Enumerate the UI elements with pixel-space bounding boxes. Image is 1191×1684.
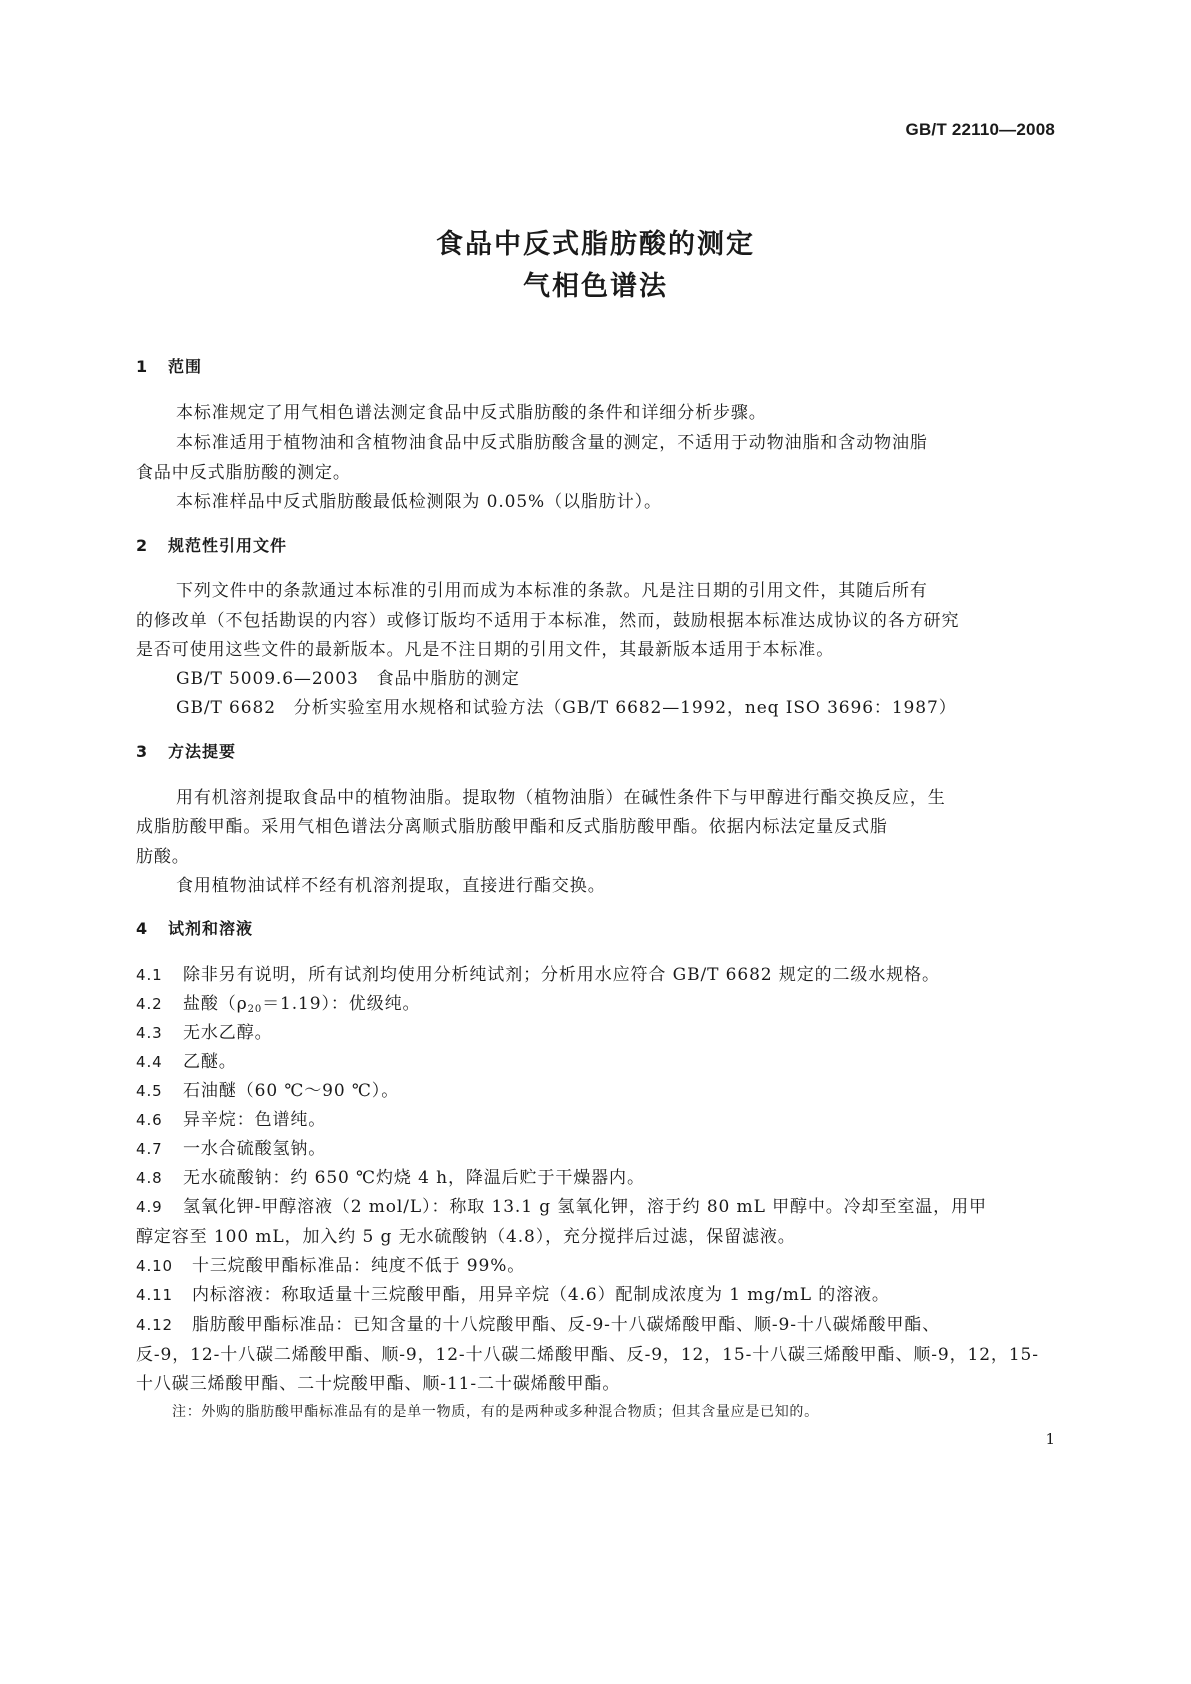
- item-number: 4.10: [136, 1257, 173, 1275]
- item-text: 一水合硫酸氢钠。: [183, 1139, 327, 1159]
- list-item: [136, 1018, 1056, 1043]
- paragraph: 本标准规定了用气相色谱法测定食品中反式脂肪酸的条件和详细分析步骤。: [176, 403, 767, 423]
- list-item-continuation: 反-9，12-十八碳二烯酸甲酯、顺-9，12-十八碳二烯酸甲酯、反-9，12，15-十八碳三烯酸甲酯、顺-9，12，15-: [136, 1345, 1039, 1365]
- section-3-heading: [136, 739, 236, 762]
- paragraph: 用有机溶剂提取食品中的植物油脂。提取物（植物油脂）在碱性条件下与甲醇进行酯交换反应，生: [176, 788, 946, 808]
- paragraph: 的修改单（不包括勘误的内容）或修订版均不适用于本标准，然而，鼓励根据本标准达成协议的各方研究: [136, 611, 960, 631]
- paragraph: 本标准样品中反式脂肪酸最低检测限为 0.05%（以脂肪计）。: [176, 492, 662, 512]
- section-title: 方法提要: [168, 742, 237, 761]
- title-line-1: 食品中反式脂肪酸的测定: [436, 229, 755, 260]
- section-number: 3: [136, 742, 149, 761]
- paragraph: 成脂肪酸甲酯。采用气相色谱法分离顺式脂肪酸甲酯和反式脂肪酸甲酯。依据内标法定量反式脂: [136, 817, 888, 837]
- item-text: 氢氧化钾-甲醇溶液（2 mol/L）：称取 13.1 g 氢氧化钾，溶于约 80 mL 甲醇中。冷却至室温，用甲: [183, 1197, 987, 1217]
- item-number: 4.6: [136, 1111, 163, 1129]
- list-item-continuation: 醇定容至 100 mL，加入约 5 g 无水硫酸钠（4.8），充分搅拌后过滤，保留滤液。: [136, 1227, 796, 1247]
- item-text: 乙醚。: [183, 1052, 237, 1072]
- title-line-2: 气相色谱法: [523, 271, 668, 302]
- document-title: [0, 224, 1191, 308]
- item-text: 无水乙醇。: [183, 1023, 273, 1043]
- section-title: 试剂和溶液: [168, 919, 254, 938]
- item-number: 4.12: [136, 1316, 173, 1334]
- section-title: 规范性引用文件: [168, 536, 288, 555]
- item-number: 4.1: [136, 966, 163, 984]
- section-2-heading: [136, 533, 287, 556]
- paragraph: 食品中反式脂肪酸的测定。: [136, 463, 351, 483]
- list-item: [136, 1280, 1056, 1305]
- section-number: 1: [136, 357, 149, 376]
- item-number: 4.3: [136, 1024, 163, 1042]
- item-number: 4.9: [136, 1198, 163, 1216]
- item-text: 除非另有说明，所有试剂均使用分析纯试剂；分析用水应符合 GB/T 6682 规定的二级水规格。: [183, 965, 940, 985]
- list-item: [136, 1163, 1056, 1188]
- paragraph: 是否可使用这些文件的最新版本。凡是不注日期的引用文件，其最新版本适用于本标准。: [136, 640, 835, 660]
- section-title: 范围: [168, 357, 203, 376]
- item-text: 异辛烷：色谱纯。: [183, 1110, 327, 1130]
- list-item-continuation: 十八碳三烯酸甲酯、二十烷酸甲酯、顺-11-二十碳烯酸甲酯。: [136, 1374, 621, 1394]
- item-text: 无水硫酸钠：约 650 ℃灼烧 4 h，降温后贮于干燥器内。: [183, 1168, 645, 1188]
- paragraph: 下列文件中的条款通过本标准的引用而成为本标准的条款。凡是注日期的引用文件，其随后所有: [176, 581, 928, 601]
- item-number: 4.4: [136, 1053, 163, 1071]
- item-number: 4.7: [136, 1140, 163, 1158]
- note: 注：外购的脂肪酸甲酯标准品有的是单一物质，有的是两种或多种混合物质；但其含量应是已知的。: [172, 1404, 819, 1420]
- list-item: [136, 1251, 1056, 1276]
- list-item: [136, 1047, 1056, 1072]
- item-text: 脂肪酸甲酯标准品：已知含量的十八烷酸甲酯、反-9-十八碳烯酸甲酯、顺-9-十八碳烯酸甲酯、: [192, 1315, 941, 1335]
- list-item: [136, 1076, 1056, 1101]
- section-number: 4: [136, 919, 149, 938]
- page-number: 1: [1045, 1430, 1055, 1448]
- item-text: ＝1.19）：优级纯。: [262, 994, 421, 1014]
- list-item: [136, 1310, 1056, 1335]
- reference: GB/T 6682 分析实验室用水规格和试验方法（GB/T 6682—1992，neq ISO 3696：1987）: [176, 698, 957, 718]
- item-text: 十三烷酸甲酯标准品：纯度不低于 99%。: [192, 1256, 526, 1276]
- item-text: 石油醚（60 ℃～90 ℃）。: [183, 1081, 400, 1101]
- section-number: 2: [136, 536, 149, 555]
- reference: GB/T 5009.6—2003 食品中脂肪的测定: [176, 669, 520, 689]
- section-1-heading: [136, 354, 202, 377]
- list-item: [136, 1105, 1056, 1130]
- list-item: [136, 1192, 1056, 1217]
- list-item: [136, 960, 1056, 985]
- item-subscript: 20: [247, 1004, 263, 1015]
- item-number: 4.5: [136, 1082, 163, 1100]
- paragraph: 食用植物油试样不经有机溶剂提取，直接进行酯交换。: [176, 876, 606, 896]
- standard-code: GB/T 22110—2008: [905, 120, 1055, 139]
- paragraph: 肪酸。: [136, 847, 190, 867]
- item-text: 内标溶液：称取适量十三烷酸甲酯，用异辛烷（4.6）配制成浓度为 1 mg/mL 的溶液。: [192, 1285, 890, 1305]
- item-number: 4.8: [136, 1169, 163, 1187]
- item-number: 4.11: [136, 1286, 173, 1304]
- item-text: 盐酸（ρ: [183, 994, 248, 1014]
- paragraph: 本标准适用于植物油和含植物油食品中反式脂肪酸含量的测定，不适用于动物油脂和含动物油脂: [176, 433, 928, 453]
- list-item: [136, 1134, 1056, 1159]
- list-item: [136, 989, 1056, 1015]
- item-number: 4.2: [136, 995, 163, 1013]
- section-4-heading: [136, 916, 253, 939]
